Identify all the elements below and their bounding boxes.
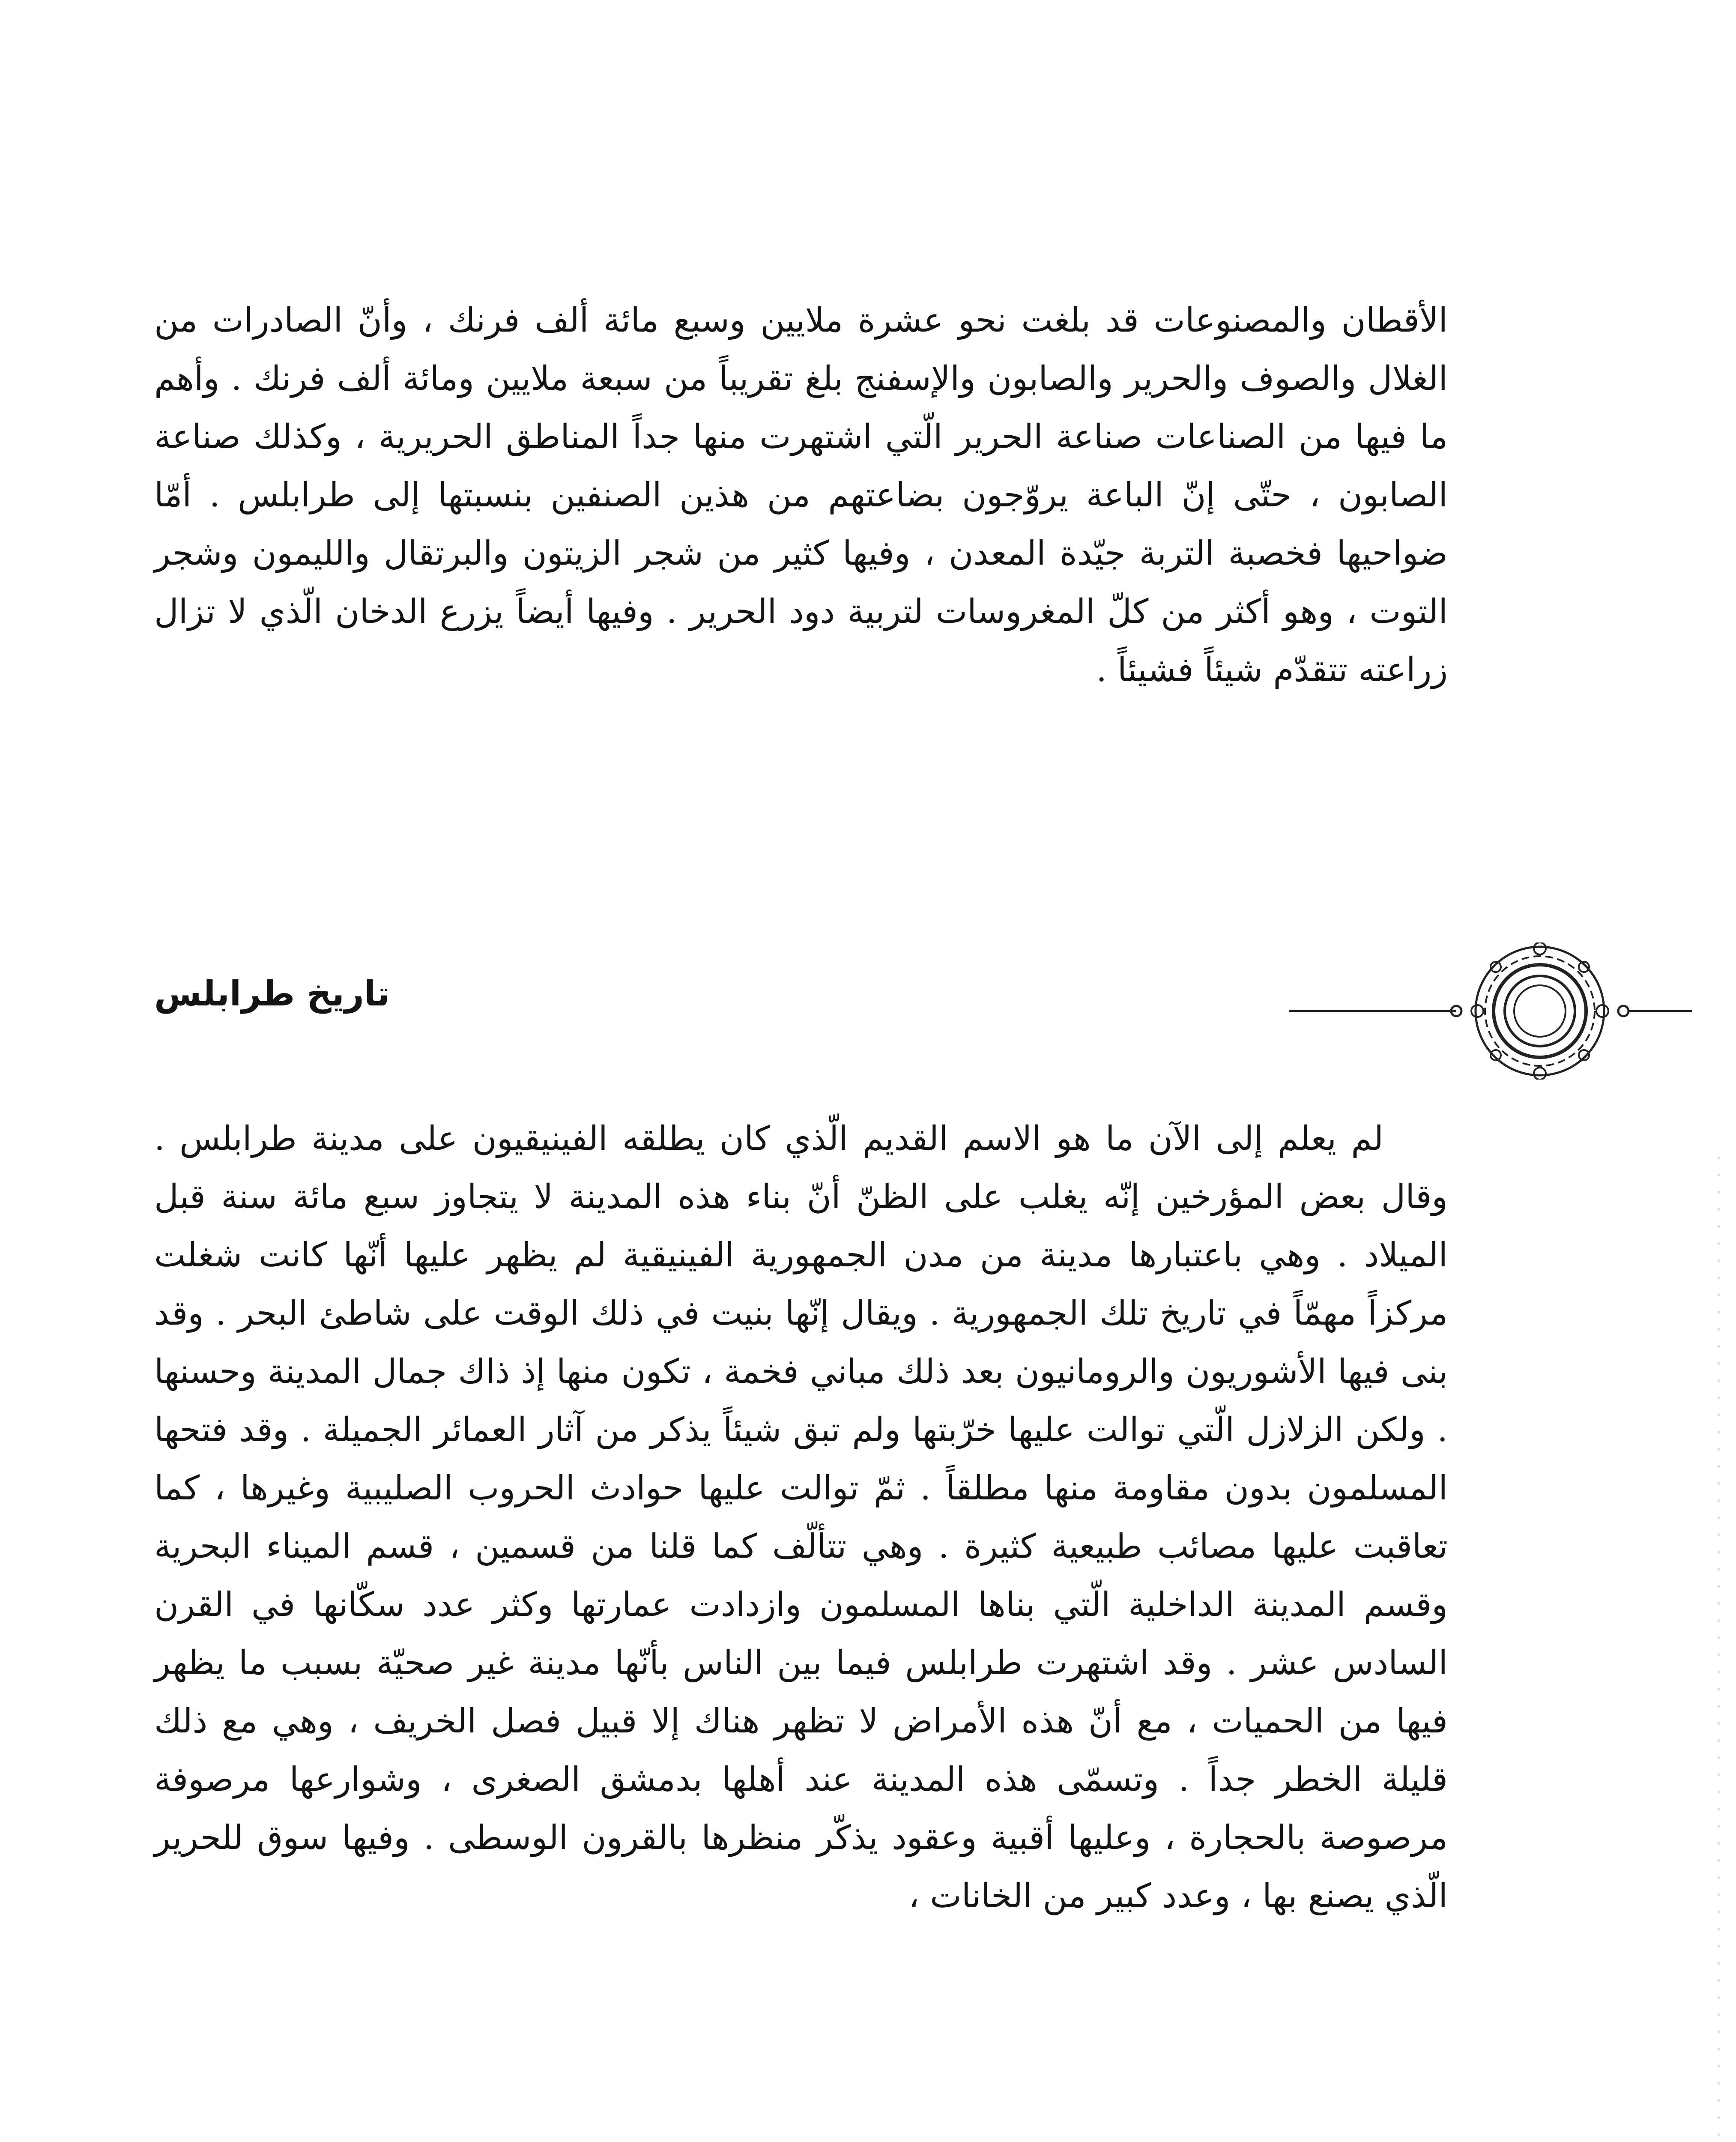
circular-ornament-icon xyxy=(1285,942,1696,1080)
paragraph-1: الأقطان والمصنوعات قد بلغت نحو عشرة ملايين وسبع مائة ألف فرنك ، وأنّ الصادرات من الغلال والصوف والحرير والصابون والإسفنج بلغ تقريباً من سبعة ملايين ومائة ألف فرنك . وأهم ما فيها من الصناعات صناعة الحرير الّتي اشتهرت منها جداً المناطق الحريرية ، وكذلك صناعة الصابون ، حتّى إنّ الباعة يروّجون بضاعتهم من هذين الصنفين بنسبتها إلى طرابلس . أمّا ضواحيها فخصبة التربة جيّدة المعدن ، وفيها كثير من شجر الزيتون والبرتقال والليمون وشجر التوت ، وهو أكثر من كلّ المغروسات لتربية دود الحرير . وفيها أيضاً يزرع الدخان الّذي لا تزال زراعته تتقدّم شيئاً فشيئاً . xyxy=(154,301,1448,689)
paragraph-2: لم يعلم إلى الآن ما هو الاسم القديم الّذي كان يطلقه الفينيقيون على مدينة طرابلس . وقال بعض المؤرخين إنّه يغلب على الظنّ أنّ بناء هذه المدينة لا يتجاوز سبع مائة سنة قبل الميلاد . وهي باعتبارها مدينة من مدن الجمهورية الفينيقية لم يظهر عليها أنّها كانت شغلت مركزاً مهمّاً في تاريخ تلك الجمهورية . ويقال إنّها بنيت في ذلك الوقت على شاطئ البحر . وقد بنى فيها الأشوريون والرومانيون بعد ذلك مباني فخمة ، تكون منها إذ ذاك جمال المدينة وحسنها . ولكن الزلازل الّتي توالت عليها خرّبتها ولم تبق شيئاً يذكر من آثار العمائر الجميلة . وقد فتحها المسلمون بدون مقاومة منها مطلقاً . ثمّ توالت عليها حوادث الحروب الصليبية وغيرها ، كما تعاقبت عليها مصائب طبيعية كثيرة . وهي تتألّف كما قلنا من قسمين ، قسم الميناء البحرية وقسم المدينة الداخلية الّتي بناها المسلمون وازدادت عمارتها وكثر عدد سكّانها في القرن السادس عشر . وقد اشتهرت طرابلس فيما بين الناس بأنّها مدينة غير صحيّة بسبب ما يظهر فيها من الحميات ، مع أنّ هذه الأمراض لا تظهر هناك إلا قبيل فصل الخريف ، وهي مع ذلك قليلة الخطر جداً . وتسمّى هذه المدينة عند أهلها بدمشق الصغرى ، وشوارعها مرصوفة مرصوصة بالحجارة ، وعليها أقبية وعقود يذكّر منظرها بالقرون الوسطى . وفيها سوق للحرير الّذي يصنع بها ، وعدد كبير من الخانات ، xyxy=(154,1119,1448,1915)
section-heading: تاريخ طرابلس xyxy=(154,974,390,1014)
scan-edge-artifact xyxy=(1718,1157,1720,2142)
